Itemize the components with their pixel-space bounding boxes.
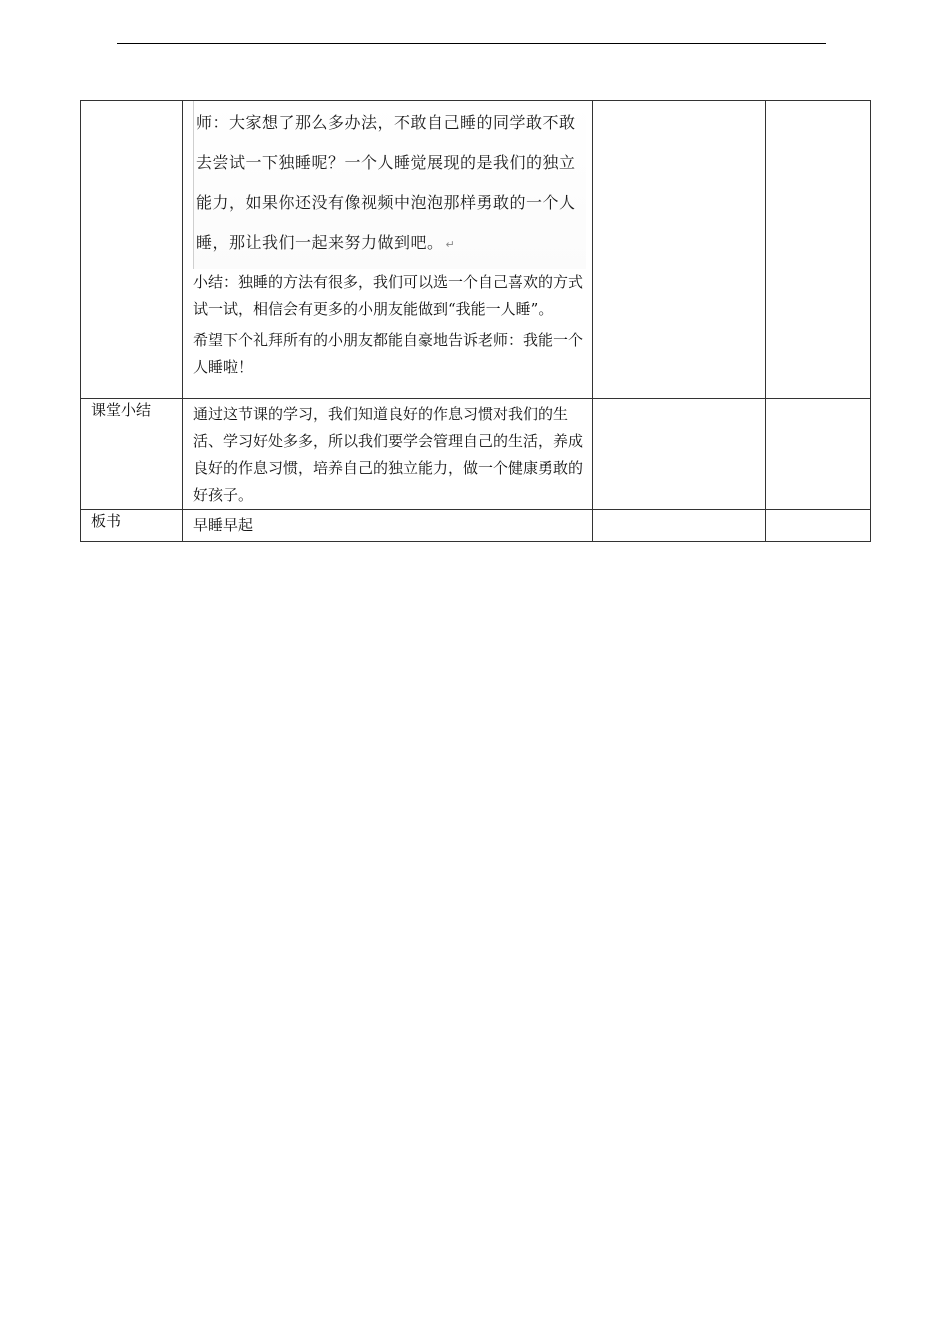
- empty-cell: [593, 510, 766, 542]
- empty-cell: [593, 101, 766, 399]
- summary-paragraph: 小结：独睡的方法有很多，我们可以选一个自己喜欢的方式试一试，相信会有更多的小朋友能做到“我能一人睡”。: [193, 273, 584, 318]
- header-rule: [117, 43, 826, 44]
- teacher-content-cell: [183, 101, 593, 399]
- empty-cell: [766, 399, 871, 510]
- board-cell: [183, 510, 593, 542]
- empty-cell: [766, 510, 871, 542]
- row-label-teacher: [81, 101, 183, 399]
- embedded-screenshot-text: [193, 101, 586, 269]
- hope-paragraph: 希望下个礼拜所有的小朋友都能自豪地告诉老师：我能一个人睡啦！: [193, 331, 584, 376]
- table-row-teacher: [81, 101, 871, 399]
- return-mark-icon: ↵: [445, 238, 456, 251]
- teacher-screenshot-text: 师：大家想了那么多办法，不敢自己睡的同学敢不敢去尝试一下独睡呢？一个人睡觉展现的是我们的独立能力，如果你还没有像视频中泡泡那样勇敢的一个人睡，那让我们一起来努力做到吧。: [196, 113, 576, 252]
- empty-cell: [593, 399, 766, 510]
- class-summary-text: 通过这节课的学习，我们知道良好的作息习惯对我们的生活、学习好处多多，所以我们要学会管理自己的生活，养成良好的作息习惯，培养自己的独立能力，做一个健康勇敢的好孩子。: [193, 405, 584, 504]
- empty-cell: [766, 101, 871, 399]
- table-row-class-summary: [81, 399, 871, 510]
- board-text: 早睡早起: [193, 516, 254, 534]
- lesson-plan-table: [80, 100, 871, 542]
- class-summary-cell: [183, 399, 593, 510]
- table-row-board: [81, 510, 871, 542]
- row-label-board: 板书: [81, 510, 183, 542]
- row-label-class-summary: 课堂小结: [81, 399, 183, 510]
